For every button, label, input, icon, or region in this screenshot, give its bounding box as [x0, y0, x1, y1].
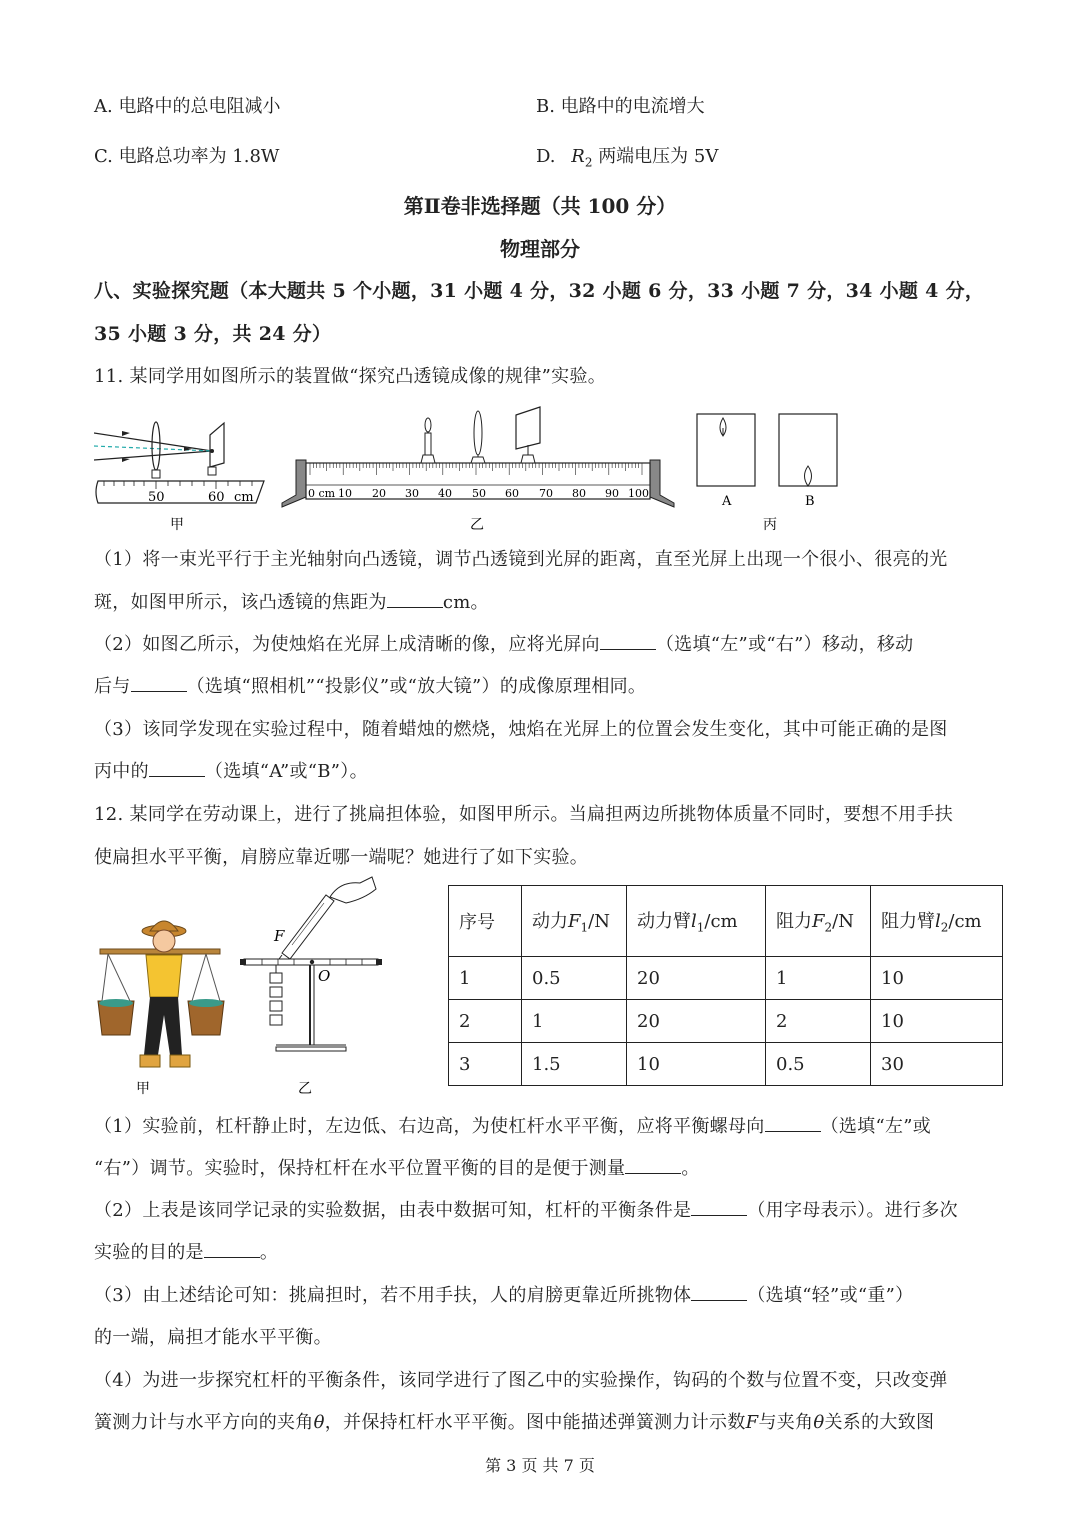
table-row [449, 1000, 1003, 1043]
table-cell: 0.5 [766, 1043, 871, 1086]
table-cell: 10 [871, 1000, 1003, 1043]
option-d-var: R [571, 146, 585, 167]
lever-label-f: F [274, 927, 285, 945]
q11-yi-tick-0: 0 cm [308, 487, 336, 500]
person [140, 921, 190, 1067]
q12-part2-blank1 [691, 1201, 747, 1216]
table-cell: 3 [449, 1043, 522, 1086]
q11-part1-text-a: 斑，如图甲所示，该凸透镜的焦距为 [94, 592, 387, 613]
table-cell: 10 [627, 1043, 766, 1086]
q12-figure-jia [96, 915, 231, 1100]
q12-part2-text-d: 。 [259, 1242, 279, 1263]
q12-part3-line2: 的一端，扁担才能水平平衡。 [94, 1327, 332, 1348]
table-header-index: 序号 [449, 886, 522, 957]
q12-part4-text-d: 关系的大致图 [824, 1412, 935, 1433]
q12-part2-text-b: （用字母表示）。进行多次 [747, 1200, 958, 1221]
spring-scale [276, 877, 376, 963]
q11-part2-line2 [94, 672, 646, 698]
convex-lens [471, 411, 485, 463]
q12-figure-yi [236, 875, 386, 1100]
option-d-prefix: D. [536, 146, 556, 167]
q12-part4-line2 [94, 1408, 934, 1434]
table-row [449, 1043, 1003, 1086]
section8-heading-line2: 35 小题 3 分，共 24 分） [94, 323, 332, 345]
table-cell: 1 [449, 957, 522, 1000]
physics-heading: 物理部分 [500, 237, 580, 261]
q11-yi-tick-90: 90 [605, 487, 619, 500]
table-cell: 20 [627, 1000, 766, 1043]
q12-part2-line2 [94, 1238, 278, 1264]
q11-yi-tick-10: 10 [338, 487, 352, 500]
q12-part1-line2 [94, 1154, 700, 1180]
q11-part1-blank [387, 593, 443, 608]
q11-part2-blank2 [131, 677, 187, 692]
light-screen [516, 407, 540, 463]
q11-bing-label-b: B [805, 494, 815, 509]
table-header-l1: 动力臂$l_1/cm$ [627, 886, 766, 957]
table-cell: 20 [627, 957, 766, 1000]
q11-part2-blank1 [600, 635, 656, 650]
q11-yi-tick-100: 100 [628, 487, 649, 500]
q12-part1-text-c: “右”）调节。实验时，保持杠杆在水平位置平衡的目的是便于测量 [94, 1158, 626, 1179]
q12-stem-line2: 使扁担水平平衡，肩膀应靠近哪一端呢？她进行了如下实验。 [94, 847, 589, 868]
table-row [449, 957, 1003, 1000]
volume2-heading: 第Ⅱ卷非选择题（共 100 分） [403, 194, 677, 218]
option-d-sub: 2 [584, 155, 593, 170]
q12-part4-text-b: ，并保持杠杆水平平衡。图中能描述弹簧测力计示数 [324, 1412, 746, 1433]
q11-jia-tick-60: 60 [208, 490, 225, 505]
q11-stem: 11. 某同学用如图所示的装置做“探究凸透镜成像的规律”实验。 [94, 366, 607, 387]
table-cell: 2 [766, 1000, 871, 1043]
table-cell: 30 [871, 1043, 1003, 1086]
q11-yi-tick-80: 80 [572, 487, 586, 500]
theta-symbol: θ [313, 1412, 325, 1433]
table-cell: 1 [522, 1000, 627, 1043]
q11-part1-text-b: cm。 [442, 592, 489, 613]
q12-part1-line1 [94, 1112, 931, 1138]
q12-part2-line1 [94, 1196, 958, 1222]
q12-stem-line1: 12. 某同学在劳动课上，进行了挑扁担体验，如图甲所示。当扁担两边所挑物体质量不同时，要想不用手扶 [94, 804, 954, 825]
hook-weights [270, 965, 282, 1025]
table-cell: 0.5 [522, 957, 627, 1000]
q11-part3-line2 [94, 757, 368, 783]
q11-part2-text-a: （2）如图乙所示，为使烛焰在光屏上成清晰的像，应将光屏向 [94, 634, 600, 655]
lever-label-o: O [318, 967, 331, 985]
table-header-f2: 阻力$F_2/N$ [766, 886, 871, 957]
q12-part1-blank1 [765, 1117, 821, 1132]
q12-part2-text-c: 实验的目的是 [94, 1242, 204, 1263]
q11-yi-caption: 乙 [470, 517, 484, 533]
q11-yi-tick-30: 30 [405, 487, 419, 500]
q11-part2-text-c: 后与 [94, 676, 131, 697]
q12-part4-line1: （4）为进一步探究杠杆的平衡条件，该同学进行了图乙中的实验操作，钩码的个数与位置不变，只改变弹 [94, 1370, 948, 1391]
page-footer: 第 3 页 共 7 页 [485, 1456, 595, 1475]
q11-part3-text-a: 丙中的 [94, 761, 149, 782]
option-d-suffix: 两端电压为 5V [598, 146, 719, 167]
q11-part3-blank [149, 762, 205, 777]
q11-jia-unit: cm [234, 490, 254, 505]
q11-part2-text-b: （选填“左”或“右”）移动，移动 [655, 634, 914, 655]
q12-yi-caption: 乙 [298, 1081, 312, 1097]
q11-part2-text-d: （选填“照相机”“投影仪”或“放大镜”）的成像原理相同。 [186, 676, 647, 697]
q12-part3-text-b: （选填“轻”或“重”） [747, 1285, 914, 1306]
table-header-row [449, 886, 1003, 957]
q11-part1-line2 [94, 588, 489, 614]
table-header-f1: 动力$F_1/N$ [522, 886, 627, 957]
q11-jia-tick-50: 50 [148, 490, 165, 505]
q12-data-table [448, 885, 1003, 1086]
q11-bing-label-a: A [722, 494, 732, 509]
option-c: C. 电路总功率为 1.8W [94, 146, 280, 167]
option-d [536, 142, 718, 170]
section8-heading-line1: 八、实验探究题（本大题共 5 个小题，31 小题 4 分，32 小题 6 分，33 小题 7 分，34 小题 4 分， [94, 280, 985, 302]
hand [330, 877, 376, 903]
table-cell: 2 [449, 1000, 522, 1043]
q11-yi-tick-60: 60 [505, 487, 519, 500]
q12-jia-caption: 甲 [136, 1081, 150, 1097]
q12-part3-line1 [94, 1281, 913, 1307]
q11-figure-bing [695, 410, 845, 535]
q12-part4-text-a: 簧测力计与水平方向的夹角 [94, 1412, 314, 1433]
theta-symbol-2: θ [813, 1412, 825, 1433]
option-a: A. 电路中的总电阻减小 [94, 96, 281, 117]
q11-figure-yi [280, 405, 675, 535]
table-cell: 1 [766, 957, 871, 1000]
q12-part3-blank [691, 1286, 747, 1301]
screen-b [779, 414, 837, 486]
q12-part2-text-a: （2）上表是该同学记录的实验数据，由表中数据可知，杠杆的平衡条件是 [94, 1200, 692, 1221]
table-header-l2: 阻力臂$l_2/cm$ [871, 886, 1003, 957]
table-cell: 10 [871, 957, 1003, 1000]
q11-part3-text-b: （选填“A”或“B”）。 [204, 761, 368, 782]
q12-part1-blank2 [625, 1159, 681, 1174]
f-symbol: F [745, 1412, 759, 1433]
q12-part4-text-c: 与夹角 [758, 1412, 814, 1433]
q11-yi-tick-50: 50 [472, 487, 486, 500]
q11-jia-caption: 甲 [170, 517, 184, 533]
option-b: B. 电路中的电流增大 [536, 96, 705, 117]
q11-bing-caption: 丙 [763, 517, 777, 533]
q12-part3-text-a: （3）由上述结论可知：挑扁担时，若不用手扶，人的肩膀更靠近所挑物体 [94, 1285, 692, 1306]
q11-part2-line1 [94, 630, 913, 656]
q11-yi-tick-70: 70 [539, 487, 553, 500]
q12-part1-text-b: （选填“左”或 [820, 1116, 932, 1137]
table-cell: 1.5 [522, 1043, 627, 1086]
q11-yi-tick-40: 40 [438, 487, 452, 500]
candle [421, 418, 435, 463]
q11-yi-tick-20: 20 [372, 487, 386, 500]
q12-part2-blank2 [204, 1243, 260, 1258]
q11-part1-line1: （1）将一束光平行于主光轴射向凸透镜，调节凸透镜到光屏的距离，直至光屏上出现一个很小、很亮的光 [94, 549, 948, 570]
q12-part1-text-a: （1）实验前，杠杆静止时，左边低、右边高，为使杠杆水平平衡，应将平衡螺母向 [94, 1116, 765, 1137]
q12-part1-text-d: 。 [681, 1158, 700, 1179]
q11-part3-line1: （3）该同学发现在实验过程中，随着蜡烛的燃烧，烛焰在光屏上的位置会发生变化，其中可能正确的是图 [94, 719, 948, 740]
q11-figure-jia [94, 405, 269, 535]
